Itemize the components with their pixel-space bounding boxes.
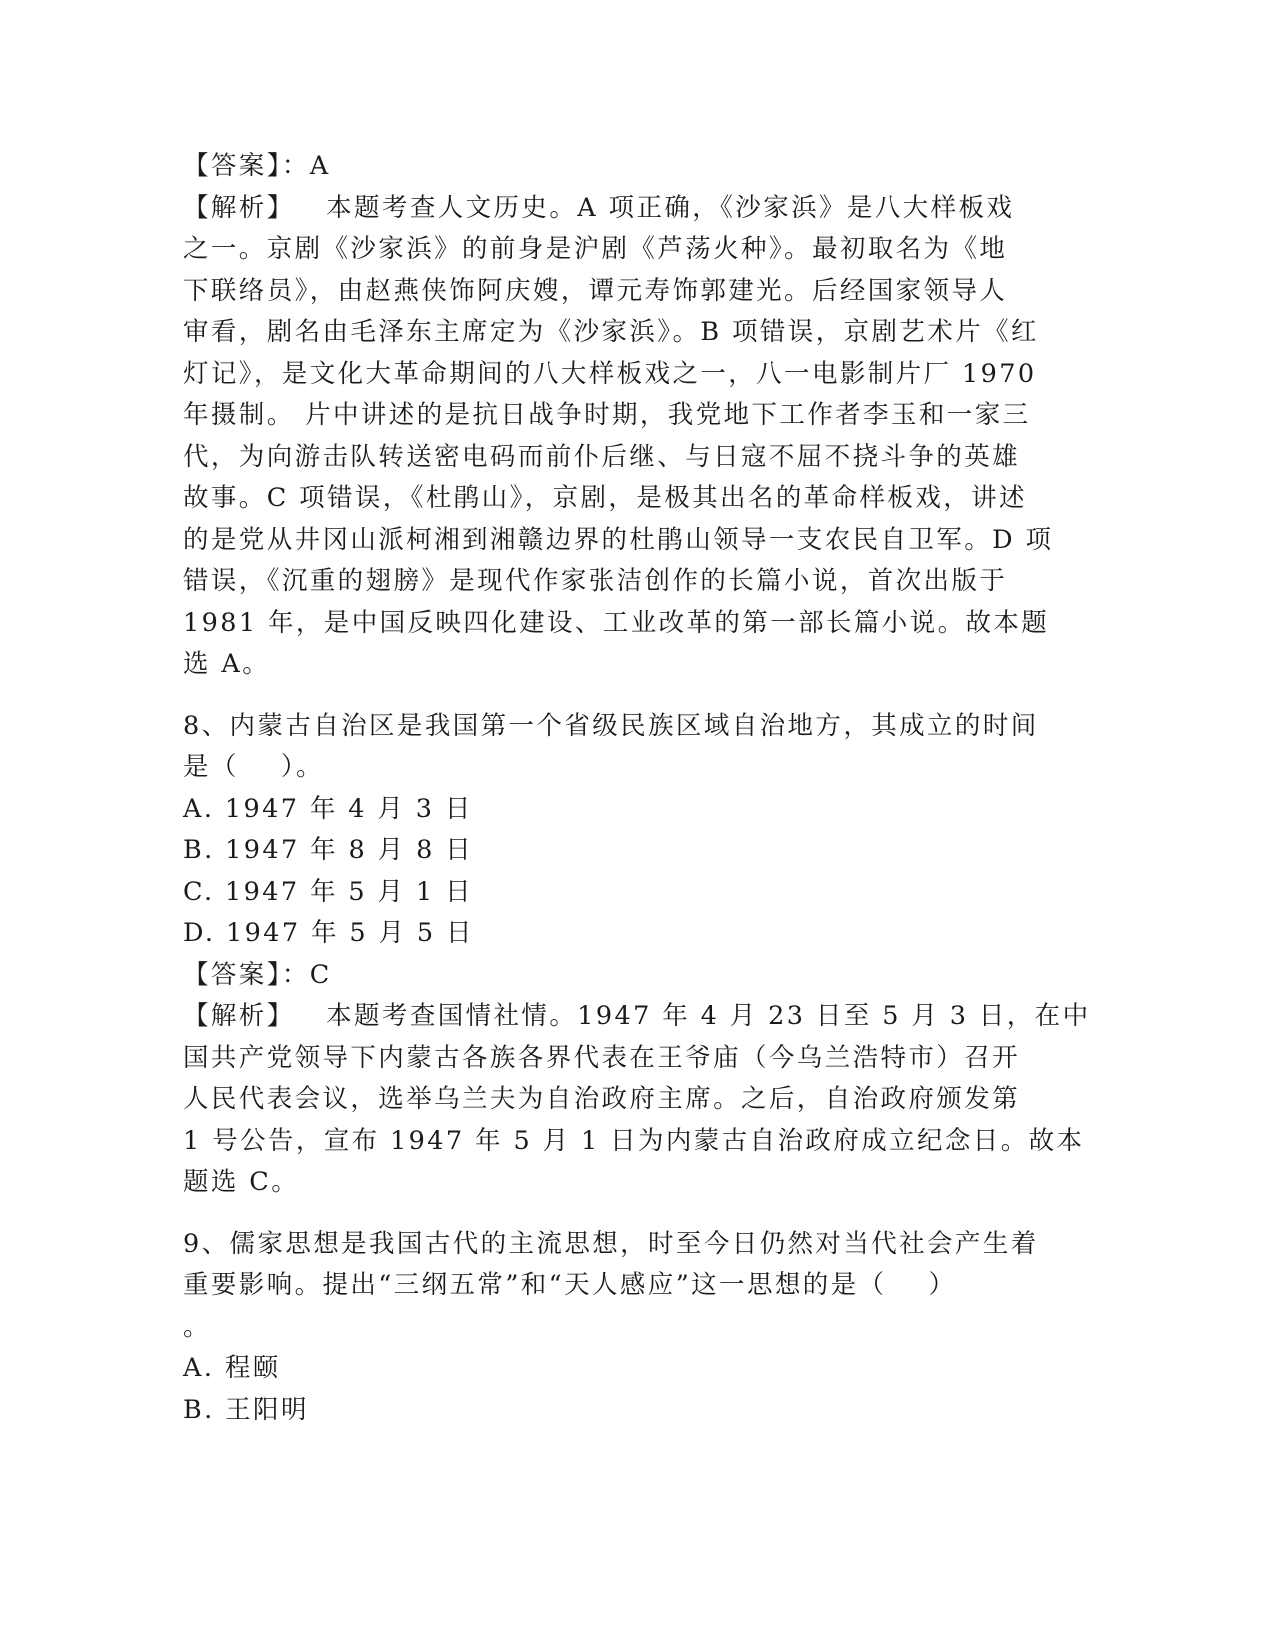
q7-analysis-line: 年摄制。 片中讲述的是抗日战争时期，我党地下工作者李玉和一家三 bbox=[183, 400, 1031, 430]
q8-analysis-line: 国共产党领导下内蒙古各族各界代表在王爷庙（今乌兰浩特市）召开 bbox=[183, 1042, 1021, 1073]
q7-analysis-line: 故事。C 项错误，《杜鹃山》，京剧，是极其出名的革命样板戏，讲述 bbox=[183, 483, 1027, 513]
q7-analysis-line: 选 A。 bbox=[183, 649, 271, 679]
q7-analysis-line: 之一。京剧《沙家浜》的前身是沪剧《芦荡火种》。最初取名为《地 bbox=[183, 234, 1008, 264]
q7-analysis-line: 代，为向游击队转送密电码而前仆后继、与日寇不屈不挠斗争的英雄 bbox=[183, 441, 1021, 472]
q8-block bbox=[183, 706, 1091, 1204]
q8-question-line: 8、内蒙古自治区是我国第一个省级民族区域自治地方，其成立的时间 bbox=[183, 710, 1039, 741]
q8-option-c: C. 1947 年 5 月 1 日 bbox=[183, 876, 473, 907]
q7-analysis-line: 1981 年，是中国反映四化建设、工业改革的第一部长篇小说。故本题 bbox=[183, 607, 1050, 638]
q9-block bbox=[183, 1224, 1075, 1432]
q8-option-b: B. 1947 年 8 月 8 日 bbox=[183, 835, 474, 865]
q8-option-d: D. 1947 年 5 月 5 日 bbox=[183, 918, 474, 948]
paragraph-gap bbox=[183, 1204, 1075, 1224]
document-page bbox=[183, 146, 1091, 1431]
q8-analysis-line: 人民代表会议，选举乌兰夫为自治政府主席。之后，自治政府颁发第 bbox=[183, 1084, 1021, 1114]
q9-question-line: 9、儒家思想是我国古代的主流思想，时至今日仍然对当代社会产生着 bbox=[183, 1228, 1039, 1259]
q7-analysis-line: 的是党从井冈山派柯湘到湘赣边界的杜鹃山领导一支农民自卫军。D 项 bbox=[183, 524, 1054, 555]
q7-block bbox=[183, 146, 1075, 686]
q7-analysis-line: 错误，《沉重的翅膀》是现代作家张洁创作的长篇小说，首次出版于 bbox=[183, 566, 1008, 596]
q9-question-line: 重要影响。提出“三纲五常”和“天人感应”这一思想的是（ ） bbox=[183, 1270, 957, 1300]
q8-option-a: A. 1947 年 4 月 3 日 bbox=[183, 793, 473, 824]
q9-question-line: 。 bbox=[183, 1311, 211, 1342]
q7-answer: 【答案】：A bbox=[183, 151, 331, 181]
q8-analysis-line: 题选 C。 bbox=[183, 1167, 300, 1197]
q8-question-line: 是（ ）。 bbox=[183, 752, 324, 782]
q8-analysis-line: 1 号公告，宣布 1947 年 5 月 1 日为内蒙古自治政府成立纪念日。故本 bbox=[183, 1125, 1085, 1156]
q8-answer: 【答案】：C bbox=[183, 959, 332, 990]
q7-analysis-line: 审看，剧名由毛泽东主席定为《沙家浜》。B 项错误，京剧艺术片《红 bbox=[183, 317, 1039, 347]
q8-analysis-line: 【解析】 本题考查国情社情。1947 年 4 月 23 日至 5 月 3 日，在中 bbox=[183, 1001, 1091, 1031]
q7-analysis-line: 灯记》，是文化大革命期间的八大样板戏之一，八一电影制片厂 1970 bbox=[183, 358, 1037, 389]
q9-option-b: B. 王阳明 bbox=[183, 1394, 309, 1425]
paragraph-gap bbox=[183, 686, 1075, 706]
q7-analysis-line: 【解析】 本题考查人文历史。A 项正确，《沙家浜》是八大样板戏 bbox=[183, 192, 1015, 223]
q7-analysis-line: 下联络员》，由赵燕侠饰阿庆嫂，谭元寿饰郭建光。后经国家领导人 bbox=[183, 275, 1008, 306]
q9-option-a: A. 程颐 bbox=[183, 1353, 281, 1383]
